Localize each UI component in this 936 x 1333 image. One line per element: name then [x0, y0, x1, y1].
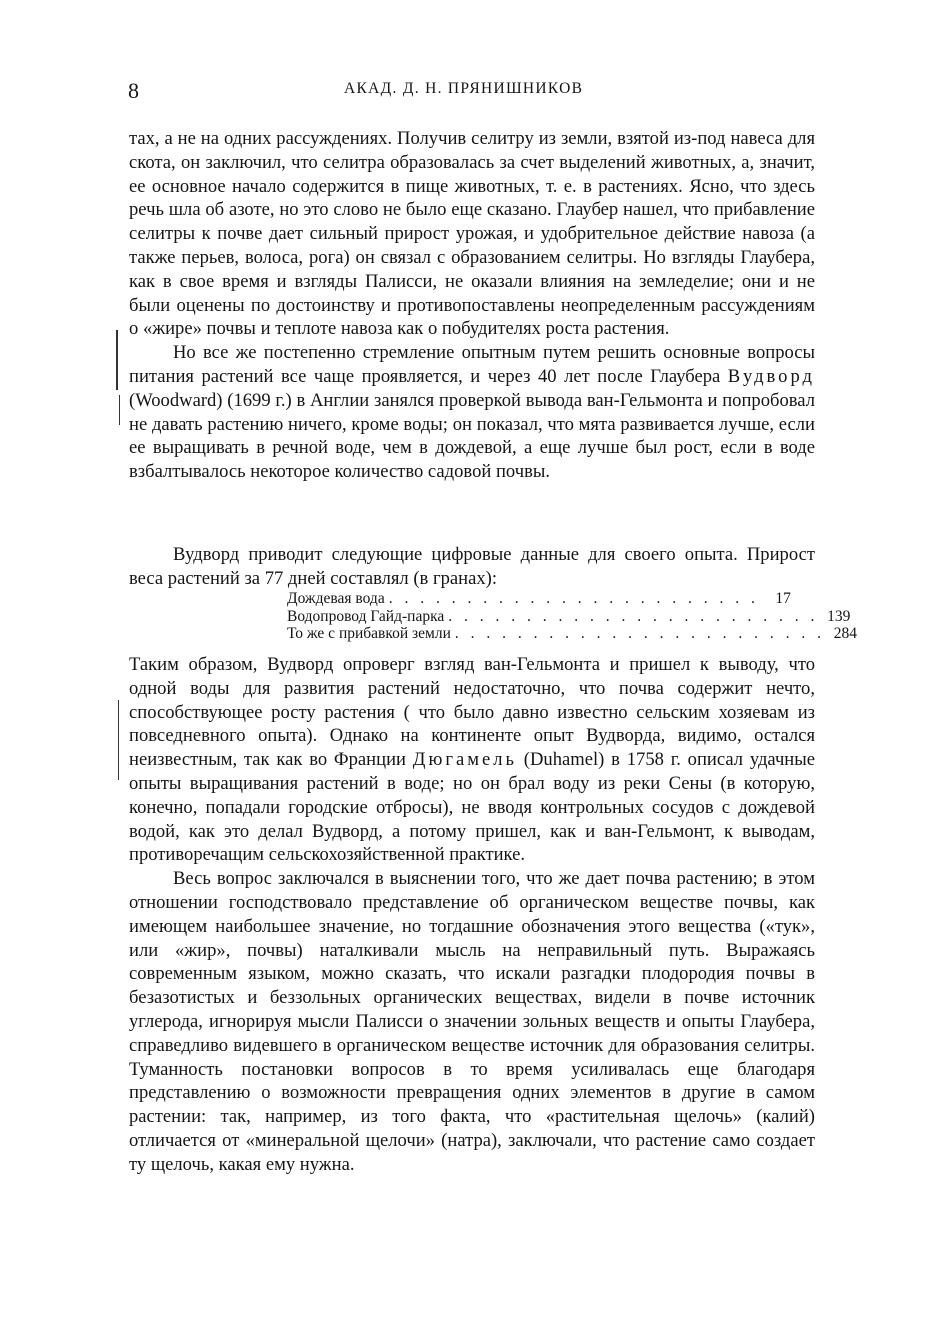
- paragraph-4-start: Таким образом, Вудворд опроверг взгляд ван-Гельмонта и пришел к выводу, что одной воды для развития растений недостаточно, что почва содержит нечто, способствующее росту растения ( что было давно известно сельским хозяевам из повседневного опыта). Однако на континенте опыт Вудворда, видимо, остался неизвестным, так как во Франции: [129, 654, 815, 771]
- table-row-value: 17: [775, 590, 791, 607]
- text-block-1: [129, 127, 815, 484]
- table-row-value: 139: [827, 607, 851, 625]
- margin-pencil-mark: [118, 700, 119, 780]
- table-row-value: 284: [833, 625, 857, 643]
- margin-pencil-mark: [119, 395, 120, 425]
- paragraph-2-start: Но все же постепенно стремление опытным путем решить основные вопросы питания растений все чаще проявляется, и через 40 лет после Глаубера: [129, 342, 815, 387]
- table-row: Дождевая вода . . . . . . . . . . . . . . . . . . . . . . . . 17: [287, 590, 791, 607]
- paragraph-4-end: (Duhamel) в 1758 г. описал удачные опыты выращивания растений в воде; но он брал воду из реки Сены (в которую, конечно, попадали городские отбросы), не вводя контрольных сосудов с дождевой водой, как это делал Вудворд, а потому пришел, как и ван-Гельмонт, к выводам, противоречащим сельскохозяйственной практике.: [129, 749, 815, 866]
- table-row-label: То же с прибавкой земли: [287, 625, 451, 643]
- paragraph-5: Весь вопрос заключался в выяснении того, что же дает почва растению; в этом отношении господствовало представление об органическом веществе почвы, как имеющем наибольшее значение, но тогдашние обозначения этого вещества («тук», или «жир», почвы) наталкивали мысль на неправильный путь. Выражаясь современным языком, можно сказать, что искали разгадки плодородия почвы в безазотистых и беззольных органических веществах, видели в почве источник углерода, игнорируя мысли Палисси о значении зольных веществ и опыты Глаубера, справедливо видевшего в органическом веществе источник для образования селитры. Туманность постановки вопросов в то время усиливалась еще благодаря представлению о возможности превращения одних элементов в другие в самом растении: так, например, из того факта, что «растительная щелочь» (калий) отличается от «минеральной щелочи» (натра), заключали, что растение само создает ту щелочь, какая ему нужна.: [129, 868, 815, 1175]
- margin-pencil-mark: [116, 330, 118, 390]
- running-title: АКАД. Д. Н. ПРЯНИШНИКОВ: [344, 80, 584, 97]
- paragraph-2: [129, 341, 815, 484]
- name-duhamel: Дюгамель: [412, 749, 518, 771]
- table-row: То же с прибавкой земли . . . . . . . . . . . . . . . . . . . . . . . . 284: [287, 625, 857, 643]
- paragraph-2-end: (Woodward) (1699 г.) в Англии занялся проверкой вывода ван-Гельмонта и попробовал не давать растению ничего, кроме воды; он показал, что мята развивается лучше, если ее выращивать в речной воде, чем в дождевой, а еще лучше был рост, если в воде взбалтывалось некоторое количество садовой почвы.: [129, 389, 815, 483]
- name-woodward: Вудворд: [727, 365, 815, 387]
- data-table: [287, 590, 857, 643]
- paragraph-1: тах, а не на одних рассуждениях. Получив селитру из земли, взятой из-под навеса для скота, он заключил, что селитра образовалась за счет выделений животных, а, значит, ее основное начало содержится в пище животных, т. е. в растениях. Ясно, что здесь речь шла об азоте, но это слово не было еще сказано. Глаубер нашел, что прибавление селитры к почве дает сильный прирост урожая, и удобрительное действие навоза (а также перьев, волоса, рога) он связал с образованием селитры. Но взгляды Глаубера, как в свое время и взгляды Палисси, не оказали влияния на земледелие; они и не были оценены по достоинству и противопоставлены неопределенным рассуждениям о «жире» почвы и теплоте навоза как о побудителях роста растения.: [129, 128, 815, 340]
- table-row-label: Дождевая вода: [287, 590, 385, 607]
- text-block-2: [129, 543, 815, 591]
- paragraph-3: Вудворд приводит следующие цифровые данные для своего опыта. Прирост веса растений за 77 дней составлял (в гранах):: [129, 544, 815, 589]
- page-number: 8: [128, 78, 139, 103]
- table-row-label: Водопровод Гайд-парка: [287, 607, 445, 625]
- paragraph-4: [129, 653, 815, 867]
- table-row: Водопровод Гайд-парка . . . . . . . . . . . . . . . . . . . . . . . . 139: [287, 607, 851, 625]
- text-block-3: [129, 653, 815, 1177]
